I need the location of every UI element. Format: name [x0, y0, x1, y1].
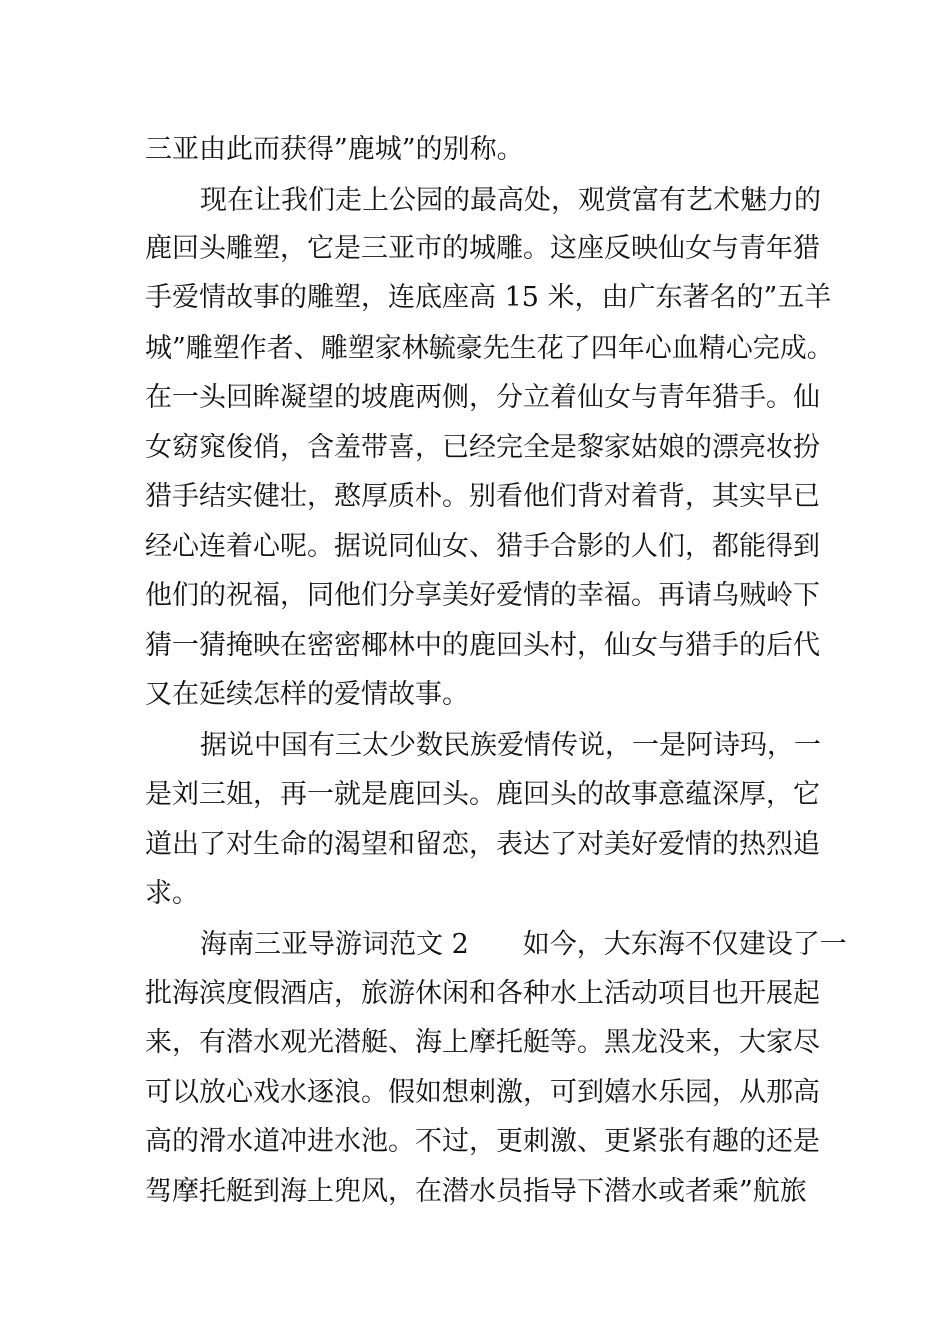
text-line: 驾摩托艇到海上兜风，在潜水员指导下潜水或者乘”航旅: [145, 1176, 807, 1207]
text-line: 猜一猜掩映在密密椰林中的鹿回头村，仙女与猎手的后代: [145, 630, 820, 661]
text-line: 据说中国有三太少数民族爱情传说，一是阿诗玛，一: [200, 730, 821, 761]
text-line: 手爱情故事的雕塑，连底座高 15 米，由广东著名的”五羊: [145, 282, 832, 313]
text-line: 在一头回眸凝望的坡鹿两侧，分立着仙女与青年猎手。仙: [145, 382, 820, 413]
text-line: 是刘三姐，再一就是鹿回头。鹿回头的故事意蕴深厚，它: [145, 779, 820, 810]
text-line: 现在让我们走上公园的最高处，观赏富有艺术魅力的: [200, 185, 821, 216]
text-line: 女窈窕俊俏，含羞带喜，已经完全是黎家姑娘的漂亮妆扮: [145, 432, 820, 463]
text-line: 他们的祝福，同他们分享美好爱情的幸福。再请乌贼岭下: [145, 580, 820, 611]
text-line: 经心连着心呢。据说同仙女、猎手合影的人们，都能得到: [145, 531, 820, 562]
text-line: 三亚由此而获得”鹿城”的别称。: [145, 134, 524, 165]
text-line: 求。: [145, 878, 199, 909]
text-line: 又在延续怎样的爱情故事。: [145, 679, 469, 710]
text-line: 城”雕塑作者、雕塑家林毓豪先生花了四年心血精心完成。: [145, 333, 834, 364]
text-line: 可以放心戏水逐浪。假如想刺激，可到嬉水乐园，从那高: [145, 1077, 820, 1108]
text-line: 道出了对生命的渴望和留恋，表达了对美好爱情的热烈追: [145, 829, 820, 860]
text-line: 鹿回头雕塑，它是三亚市的城雕。这座反映仙女与青年猎: [145, 233, 820, 264]
text-line: 来，有潜水观光潜艇、海上摩托艇等。黑龙没来，大家尽: [145, 1027, 820, 1058]
text-line: 猎手结实健壮，憨厚质朴。别看他们背对着背，其实早已: [145, 481, 820, 512]
text-line: 高的滑水道冲进水池。不过，更刺激、更紧张有趣的还是: [145, 1126, 820, 1157]
text-line: 批海滨度假酒店，旅游休闲和各种水上活动项目也开展起: [145, 978, 820, 1009]
text-line: 海南三亚导游词范文 2 如今，大东海不仅建设了一: [200, 929, 847, 960]
